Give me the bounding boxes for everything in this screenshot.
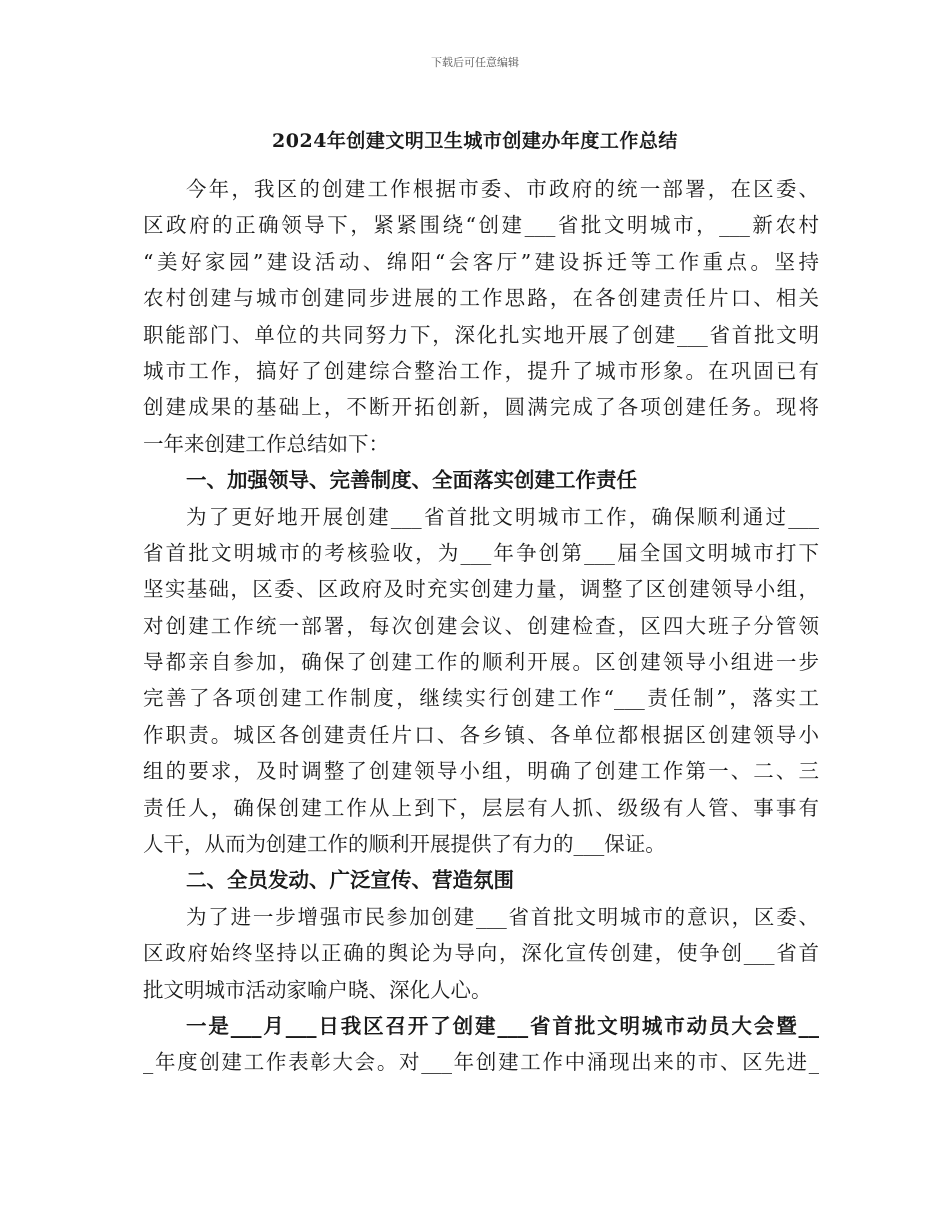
text-line: 城市工作，搞好了创建综合整治工作，提升了城市形象。在巩固已有 bbox=[143, 358, 819, 383]
text-line: 区政府始终坚持以正确的舆论为导向，深化宣传创建，使争创___省首 bbox=[143, 941, 819, 966]
text-line: 作职责。城区各创建责任片口、各乡镇、各单位都根据区创建领导小 bbox=[143, 722, 819, 747]
text-line: “美好家园”建设活动、绵阳“会客厅”建设拆迁等工作重点。坚持 bbox=[143, 249, 819, 274]
text-line: 完善了各项创建工作制度，继续实行创建工作“___责任制”，落实工 bbox=[143, 686, 819, 711]
text-line: 创建成果的基础上，不断开拓创新，圆满完成了各项创建任务。现将 bbox=[143, 395, 819, 420]
text-line: 为了进一步增强市民参加创建___省首批文明城市的意识，区委、 bbox=[186, 904, 819, 929]
text-line: 一年来创建工作总结如下： bbox=[143, 431, 389, 456]
text-line: 农村创建与城市创建同步进展的工作思路，在各创建责任片口、相关 bbox=[143, 286, 819, 311]
text-line: 区政府的正确领导下，紧紧围绕“创建___省批文明城市，___新农村 bbox=[143, 213, 819, 238]
text-line: 省首批文明城市的考核验收，为___年争创第___届全国文明城市打下 bbox=[143, 540, 819, 565]
text-line: 组的要求，及时调整了创建领导小组，明确了创建工作第一、二、三 bbox=[143, 759, 819, 784]
section-heading: 一、加强领导、完善制度、全面落实创建工作责任 bbox=[186, 468, 637, 493]
section-heading: 二、全员发动、广泛宣传、营造氛围 bbox=[186, 868, 514, 893]
text-line: 导都亲自参加，确保了创建工作的顺利开展。区创建领导小组进一步 bbox=[143, 650, 819, 675]
text-line: 今年，我区的创建工作根据市委、市政府的统一部署，在区委、 bbox=[186, 177, 819, 201]
text-line: 职能部门、单位的共同努力下，深化扎实地开展了创建___省首批文明 bbox=[143, 322, 819, 347]
text-line: 对创建工作统一部署，每次创建会议、创建检查，区四大班子分管领 bbox=[143, 613, 819, 638]
text-line: _年度创建工作表彰大会。对___年创建工作中涌现出来的市、区先进_ bbox=[143, 1050, 819, 1075]
document-body bbox=[143, 171, 819, 1081]
bold-text-line: 一是___月___日我区召开了创建___省首批文明城市动员大会暨__ bbox=[186, 1013, 819, 1038]
text-line: 批文明城市活动家喻户晓、深化人心。 bbox=[143, 977, 492, 1002]
text-line: 人干，从而为创建工作的顺利开展提供了有力的___保证。 bbox=[143, 832, 666, 857]
text-line: 责任人，确保创建工作从上到下，层层有人抓、级级有人管、事事有 bbox=[143, 795, 819, 820]
text-line: 为了更好地开展创建___省首批文明城市工作，确保顺利通过___ bbox=[186, 504, 819, 529]
header-note: 下载后可任意编辑 bbox=[431, 56, 519, 69]
text-line: 坚实基础，区委、区政府及时充实创建力量，调整了区创建领导小组， bbox=[143, 577, 819, 602]
page-title: 2024年创建文明卫生城市创建办年度工作总结 bbox=[272, 130, 678, 152]
